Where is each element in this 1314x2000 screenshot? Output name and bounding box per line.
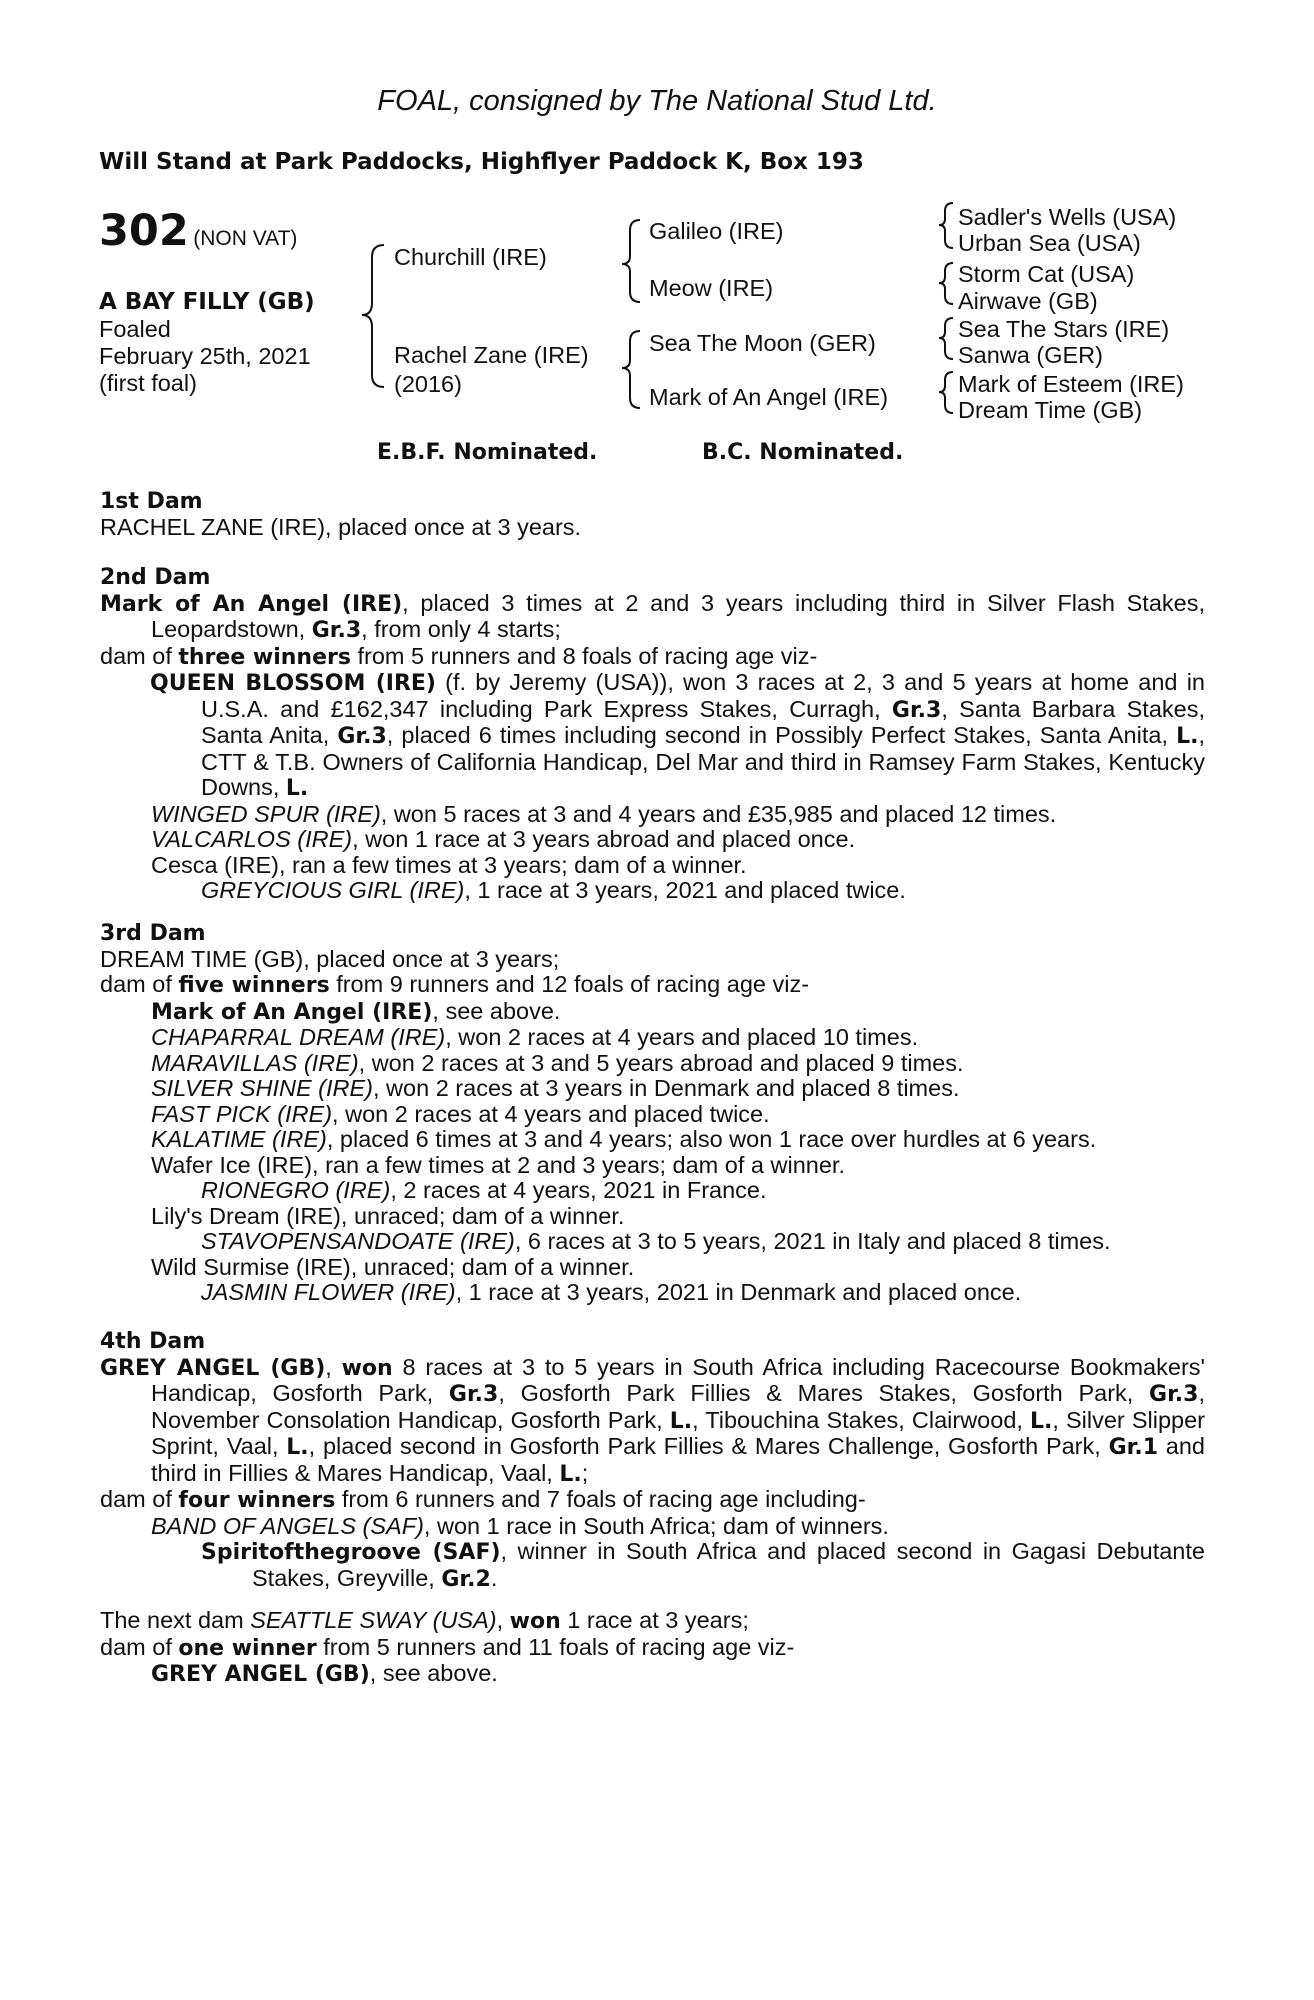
- maravillas-entry: MARAVILLAS (IRE), won 2 races at 3 and 5 years abroad and placed 9 times.: [151, 1049, 964, 1076]
- vat-status: (NON VAT): [193, 227, 298, 250]
- second-dam-intro: Mark of An Angel (IRE), placed 3 times at 2 and 3 years including third in Silver Flash Stakes, Leopardstown, Gr.3, from only 4 starts;: [100, 589, 1205, 643]
- fast-pick-entry: FAST PICK (IRE), won 2 races at 4 years and placed twice.: [151, 1100, 770, 1127]
- lot-name: A BAY FILLY (GB): [99, 289, 315, 315]
- third-dam-intro: DREAM TIME (GB), placed once at 3 years;: [100, 945, 560, 972]
- band-of-angels-entry: BAND OF ANGELS (SAF), won 1 race in South Africa; dam of winners.: [151, 1512, 889, 1539]
- kalatime-entry: KALATIME (IRE), placed 6 times at 3 and 4 years; also won 1 race over hurdles at 6 years.: [151, 1126, 1097, 1152]
- foaled-date: February 25th, 2021: [99, 343, 311, 369]
- next-dam-section: [100, 1608, 1205, 1688]
- second-dam-section: [100, 565, 1205, 904]
- next-dam-intro: The next dam SEATTLE SWAY (USA), won 1 race at 3 years;: [100, 1607, 749, 1634]
- dam-dam: Mark of An Angel (IRE): [649, 384, 889, 410]
- gen3-4: Airwave (GB): [958, 288, 1098, 314]
- bracket-seamoon: [939, 318, 953, 359]
- consignor-line: FOAL, consigned by The National Stud Ltd.: [377, 85, 937, 117]
- gen3-7: Mark of Esteem (IRE): [958, 371, 1184, 397]
- third-dam-produce: dam of five winners from 9 runners and 12 foals of racing age viz-: [100, 971, 810, 998]
- dam-sire: Sea The Moon (GER): [649, 330, 876, 356]
- greycious-girl-entry: GREYCIOUS GIRL (IRE), 1 race at 3 years, 2021 and placed twice.: [201, 877, 906, 903]
- gen3-5: Sea The Stars (IRE): [958, 316, 1170, 342]
- fourth-dam-produce: dam of four winners from 6 runners and 7 foals of racing age including-: [100, 1486, 866, 1513]
- location-line: Will Stand at Park Paddocks, Highflyer Paddock K, Box 193: [99, 149, 864, 175]
- gen3-6: Sanwa (GER): [958, 342, 1103, 368]
- fourth-dam-section: [100, 1329, 1205, 1592]
- wild-surmise-entry: Wild Surmise (IRE), unraced; dam of a winner.: [151, 1253, 635, 1280]
- second-dam-name: Mark of An Angel (IRE): [100, 591, 403, 617]
- foaled-label: Foaled: [99, 316, 171, 342]
- rionegro-entry: RIONEGRO (IRE), 2 races at 4 years, 2021 in France.: [201, 1177, 767, 1203]
- first-dam-heading: 1st Dam: [100, 489, 203, 514]
- bracket-churchill: [622, 220, 640, 302]
- lot-number: 302: [99, 206, 189, 256]
- wafer-ice-entry: Wafer Ice (IRE), ran a few times at 2 and 3 years; dam of a winner.: [151, 1151, 845, 1178]
- grey-angel-ref-entry: GREY ANGEL (GB), see above.: [151, 1660, 498, 1687]
- valcarlos-entry: VALCARLOS (IRE), won 1 race at 3 years abroad and placed once.: [151, 826, 856, 852]
- gen3-2: Urban Sea (USA): [958, 230, 1141, 256]
- sire-sire: Galileo (IRE): [649, 218, 784, 244]
- sire: Churchill (IRE): [394, 244, 547, 270]
- bc-nominated: B.C. Nominated.: [702, 440, 904, 465]
- second-dam-produce: dam of three winners from 5 runners and 8 foals of racing age viz-: [100, 642, 818, 670]
- jasmin-flower-entry: JASMIN FLOWER (IRE), 1 race at 3 years, 2021 in Denmark and placed once.: [201, 1279, 1022, 1305]
- silver-shine-entry: SILVER SHINE (IRE), won 2 races at 3 years in Denmark and placed 8 times.: [151, 1075, 960, 1101]
- first-foal-note: (first foal): [99, 370, 197, 396]
- gen3-8: Dream Time (GB): [958, 397, 1143, 423]
- bracket-gen1: [362, 245, 384, 387]
- winged-spur-entry: WINGED SPUR (IRE), won 5 races at 3 and 4 years and £35,985 and placed 12 times.: [151, 800, 1057, 827]
- dam: Rachel Zane (IRE): [394, 342, 589, 368]
- queen-blossom-entry: QUEEN BLOSSOM (IRE) (f. by Jeremy (USA)), won 3 races at 2, 3 and 5 years at home and in U.S.A. and £162,347 including Park Express Stakes, Curragh, Gr.3, Santa Barbara Stakes, Santa Anita, Gr.3, placed 6 times including second in Possibly Perfect Stakes, Santa Anita, L., CTT & T.B. Owners of California Handicap, Del Mar and third in Ramsey Farm Stakes, Kentucky Downs, L.: [150, 669, 1205, 801]
- dam-year: (2016): [394, 371, 462, 397]
- lilys-dream-entry: Lily's Dream (IRE), unraced; dam of a winner.: [151, 1202, 625, 1229]
- chaparral-dream-entry: CHAPARRAL DREAM (IRE), won 2 races at 4 years and placed 10 times.: [151, 1024, 919, 1050]
- mark-of-an-angel-entry: Mark of An Angel (IRE), see above.: [151, 997, 561, 1025]
- sire-dam: Meow (IRE): [649, 275, 774, 301]
- third-dam-heading: 3rd Dam: [100, 921, 206, 946]
- bracket-galileo: [939, 203, 953, 248]
- ebf-nominated: E.B.F. Nominated.: [377, 440, 598, 465]
- third-dam-section: [100, 921, 1205, 1306]
- gen3-1: Sadler's Wells (USA): [958, 204, 1177, 230]
- fourth-dam-heading: 4th Dam: [100, 1329, 206, 1354]
- first-dam-section: [100, 489, 1205, 540]
- bracket-meow: [939, 263, 953, 304]
- bracket-markangel: [939, 372, 953, 413]
- grey-angel-entry: GREY ANGEL (GB), won 8 races at 3 to 5 years in South Africa including Racecourse Bookmakers' Handicap, Gosforth Park, Gr.3, Gosforth Park Fillies & Mares Stakes, Gosforth Park, Gr.3, November Consolation Handicap, Gosforth Park, L., Tibouchina Stakes, Clairwood, L., Silver Slipper Sprint, Vaal, L., placed second in Gosforth Park Fillies & Mares Challenge, Gosforth Park, Gr.1 and third in Fillies & Mares Handicap, Vaal, L.;: [100, 1353, 1206, 1487]
- cesca-entry: Cesca (IRE), ran a few times at 3 years; dam of a winner.: [151, 851, 747, 878]
- second-dam-heading: 2nd Dam: [100, 565, 211, 590]
- stavopensandoate-entry: STAVOPENSANDOATE (IRE), 6 races at 3 to 5 years, 2021 in Italy and placed 8 times.: [201, 1228, 1111, 1254]
- gen3-3: Storm Cat (USA): [958, 261, 1135, 287]
- next-dam-produce: dam of one winner from 5 runners and 11 foals of racing age viz-: [100, 1633, 795, 1661]
- first-dam-text: RACHEL ZANE (IRE), placed once at 3 years.: [100, 513, 582, 540]
- bracket-rachel: [622, 331, 640, 408]
- spiritofthegroove-entry: Spiritofthegroove (SAF), winner in South Africa and placed second in Gagasi Debutante Stakes, Greyville, Gr.2.: [201, 1538, 1205, 1592]
